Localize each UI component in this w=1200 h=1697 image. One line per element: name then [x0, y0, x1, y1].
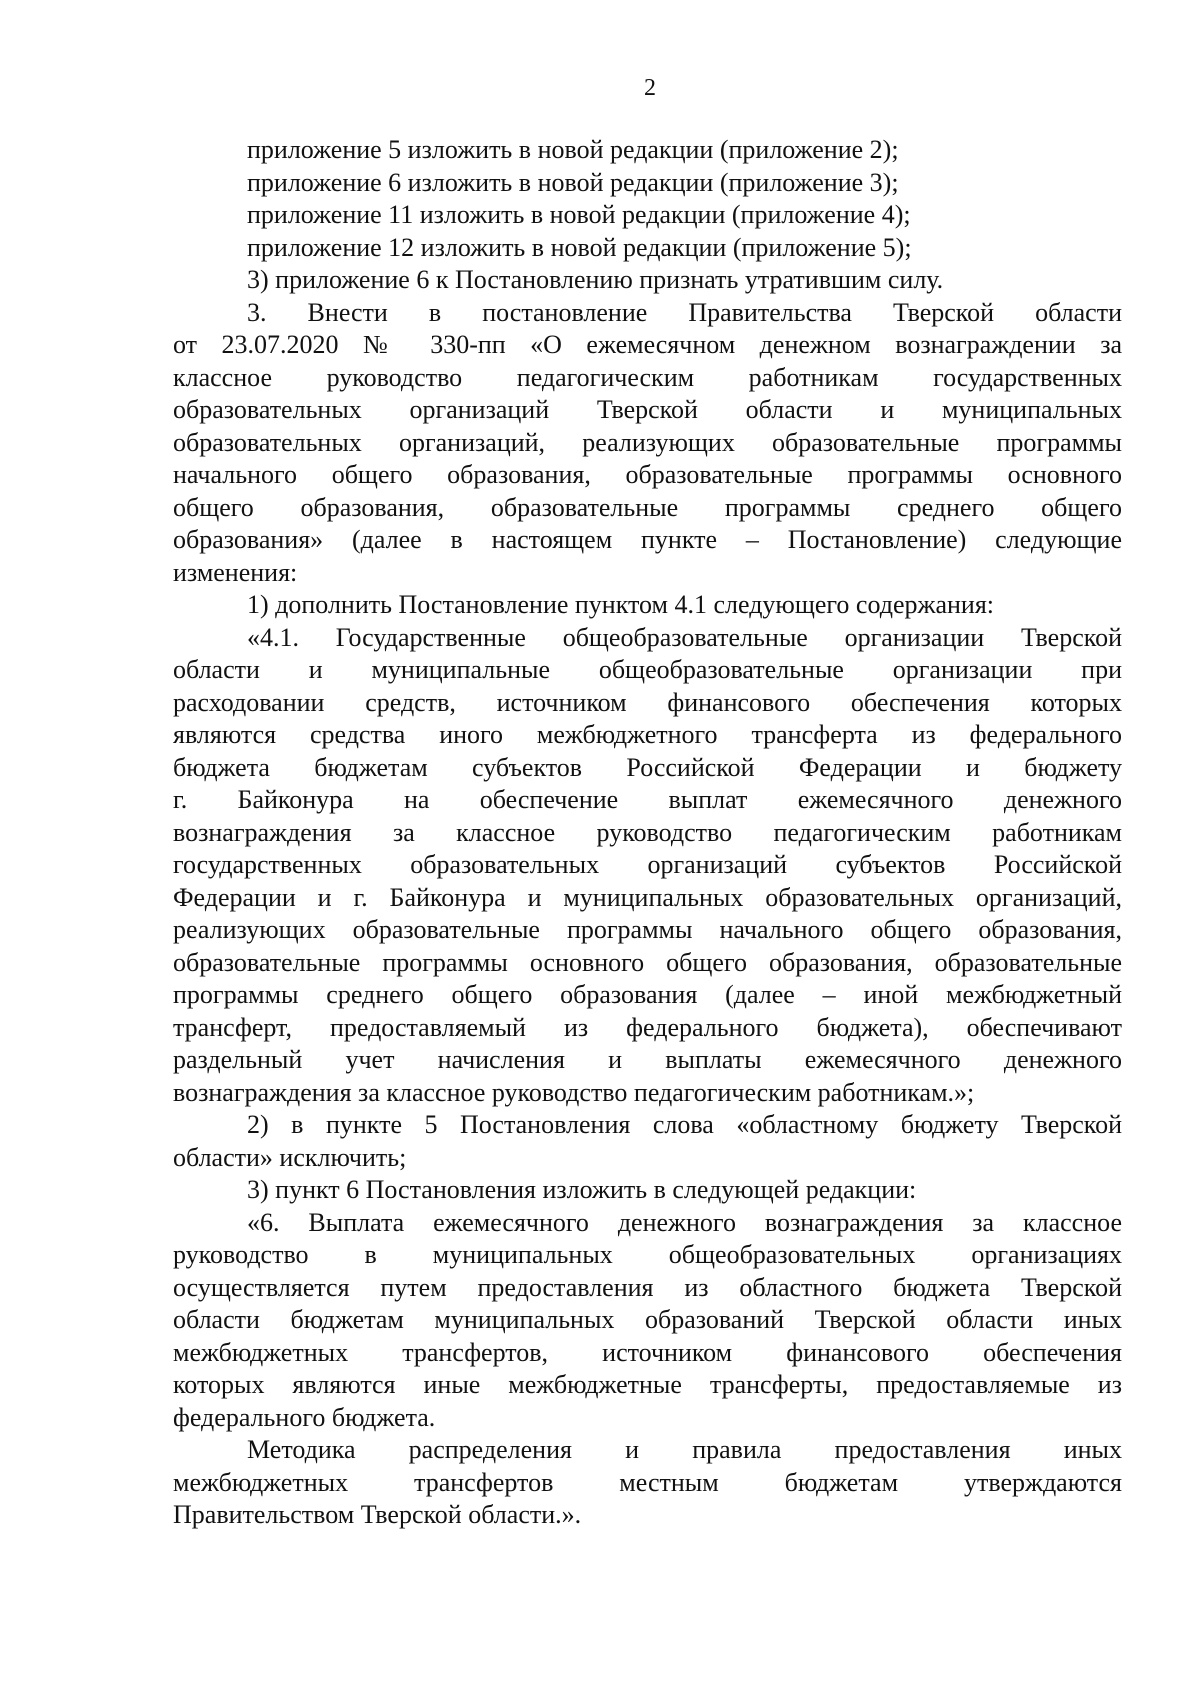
text-line: вознаграждения за классное руководство педагогическим работникам.»;: [173, 1077, 975, 1107]
text-line: области» исключить;: [173, 1142, 407, 1172]
text-line: 3. Внести в постановление Правительства Тверской области: [247, 297, 1122, 327]
text-line: вознаграждения за классное руководство педагогическим работникам: [173, 817, 1122, 847]
text-line: г. Байконура на обеспечение выплат ежемесячного денежного: [173, 785, 1122, 814]
text-line: которых являются иные межбюджетные трансферты, предоставляемые из: [173, 1370, 1122, 1399]
text-line: межбюджетных трансфертов местным бюджетам утверждаются: [173, 1467, 1122, 1497]
text-line: 3) приложение 6 к Постановлению признать утратившим силу.: [247, 265, 944, 294]
text-line: межбюджетных трансфертов, источником финансового обеспечения: [173, 1337, 1122, 1367]
document-body: [173, 134, 1122, 1532]
text-line: «6. Выплата ежемесячного денежного вознаграждения за классное: [247, 1207, 1122, 1237]
text-line: расходовании средств, источником финансового обеспечения которых: [173, 687, 1122, 717]
text-line: осуществляется путем предоставления из областного бюджета Тверской: [173, 1272, 1122, 1302]
text-line: от 23.07.2020 № 330-пп «О ежемесячном денежном вознаграждении за: [173, 330, 1122, 359]
text-line: «4.1. Государственные общеобразовательные организации Тверской: [247, 622, 1122, 652]
text-line: федерального бюджета.: [173, 1402, 436, 1432]
text-line: руководство в муниципальных общеобразовательных организациях: [173, 1240, 1122, 1269]
text-line: образовательные программы основного общего образования, образовательные: [173, 947, 1122, 977]
text-line: программы среднего общего образования (далее – иной межбюджетный: [173, 980, 1122, 1009]
page-number: 2: [644, 75, 656, 101]
text-line: приложение 5 изложить в новой редакции (приложение 2);: [247, 135, 899, 164]
text-line: Правительством Тверской области.».: [173, 1500, 582, 1529]
text-line: классное руководство педагогическим работникам государственных: [173, 362, 1122, 392]
text-line: 3) пункт 6 Постановления изложить в следующей редакции:: [247, 1175, 917, 1204]
text-line: приложение 6 изложить в новой редакции (приложение 3);: [247, 167, 899, 197]
text-line: общего образования, образовательные программы среднего общего: [173, 492, 1122, 522]
text-line: образования» (далее в настоящем пункте – Постановление) следующие: [173, 525, 1122, 554]
text-line: приложение 12 изложить в новой редакции (приложение 5);: [247, 232, 912, 262]
text-line: изменения:: [173, 557, 298, 587]
text-line: Федерации и г. Байконура и муниципальных образовательных организаций,: [173, 882, 1122, 912]
text-line: бюджета бюджетам субъектов Российской Федерации и бюджету: [173, 752, 1122, 782]
text-line: начального общего образования, образовательные программы основного: [173, 460, 1122, 489]
text-line: области бюджетам муниципальных образований Тверской области иных: [173, 1305, 1122, 1334]
text-line: раздельный учет начисления и выплаты ежемесячного денежного: [173, 1045, 1122, 1074]
text-line: государственных образовательных организаций субъектов Российской: [173, 850, 1122, 879]
text-line: 2) в пункте 5 Постановления слова «областному бюджету Тверской: [247, 1110, 1122, 1139]
text-line: Методика распределения и правила предоставления иных: [247, 1435, 1122, 1464]
text-line: области и муниципальные общеобразовательные организации при: [173, 655, 1122, 684]
text-line: приложение 11 изложить в новой редакции (приложение 4);: [247, 200, 911, 229]
text-line: реализующих образовательные программы начального общего образования,: [173, 915, 1122, 944]
text-line: образовательных организаций, реализующих образовательные программы: [173, 427, 1122, 457]
text-line: трансферт, предоставляемый из федерального бюджета), обеспечивают: [173, 1012, 1122, 1042]
text-line: образовательных организаций Тверской области и муниципальных: [173, 395, 1122, 424]
text-line: 1) дополнить Постановление пунктом 4.1 следующего содержания:: [247, 590, 995, 619]
text-line: являются средства иного межбюджетного трансферта из федерального: [173, 720, 1122, 749]
